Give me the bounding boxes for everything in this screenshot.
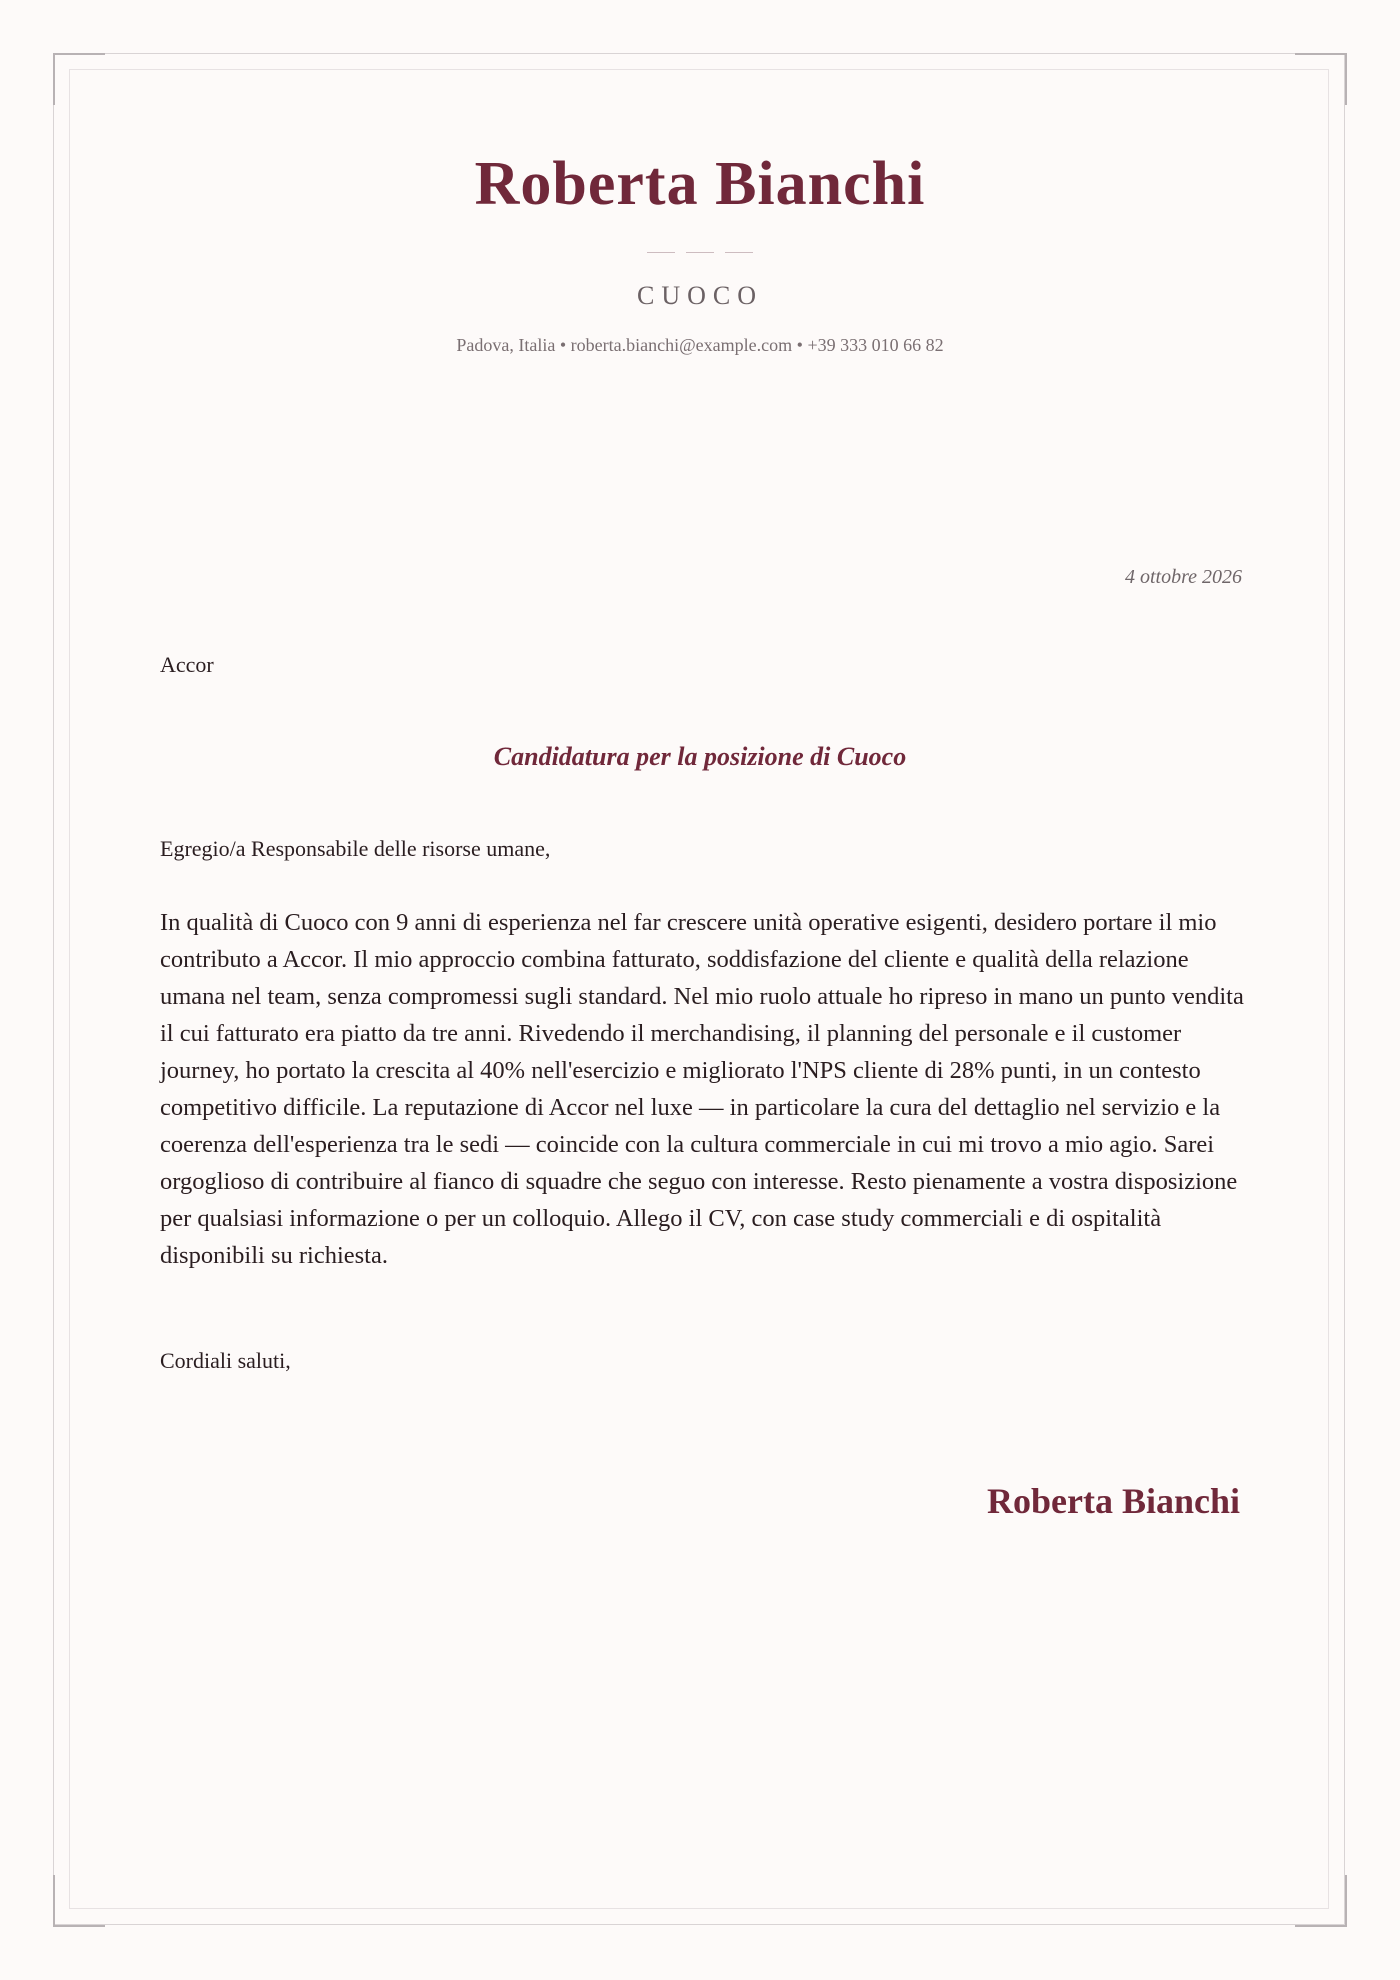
letterhead bbox=[0, 150, 1400, 356]
letter-subject: Candidatura per la posizione di Cuoco bbox=[493, 742, 907, 771]
sender-name: Roberta Bianchi bbox=[474, 150, 926, 218]
recipient: Accor bbox=[160, 652, 214, 677]
signature: Roberta Bianchi bbox=[986, 1481, 1240, 1521]
salutation: Egregio/a Responsabile delle risorse umane, bbox=[160, 836, 551, 861]
closing: Cordiali saluti, bbox=[160, 1348, 291, 1373]
sender-contact: Padova, Italia • roberta.bianchi@example.com • +39 333 010 66 82 bbox=[456, 335, 944, 356]
letter-date: 4 ottobre 2026 bbox=[1124, 566, 1242, 588]
corner-ornament-bottom-left bbox=[53, 1875, 105, 1927]
header-divider bbox=[647, 252, 753, 253]
corner-ornament-top-right bbox=[1295, 53, 1347, 105]
corner-ornament-top-left bbox=[53, 53, 105, 105]
corner-ornament-bottom-right bbox=[1295, 1875, 1347, 1927]
letter-body: In qualità di Cuoco con 9 anni di esperienza nel far crescere unità operative esigenti, desidero portare il mio contributo a Accor. Il mio approccio combina fatturato, soddisfazione del cliente e qualità della relazione umana nel team, senza compromessi sugli standard. Nel mio ruolo attuale ho ripreso in mano un punto vendita il cui fatturato era piatto da tre anni. Rivedendo il merchandising, il planning del personale e il customer journey, ho portato la crescita al 40% nell'esercizio e migliorato l'NPS cliente di 28% punti, in un contesto competitivo difficile. La reputazione di Accor nel luxe — in particolare la cura del dettaglio nel servizio e la coerenza dell'esperienza tra le sedi — coincide con la cultura commerciale in cui mi trovo a mio agio. Sarei orgoglioso di contribuire al fianco di squadre che seguo con interesse. Resto pienamente a vostra disposizione per qualsiasi informazione o per un colloquio. Allego il CV, con case study commerciali e di ospitalità disponibili su richiesta. bbox=[160, 909, 1244, 1269]
sender-role: CUOCO bbox=[636, 281, 763, 311]
